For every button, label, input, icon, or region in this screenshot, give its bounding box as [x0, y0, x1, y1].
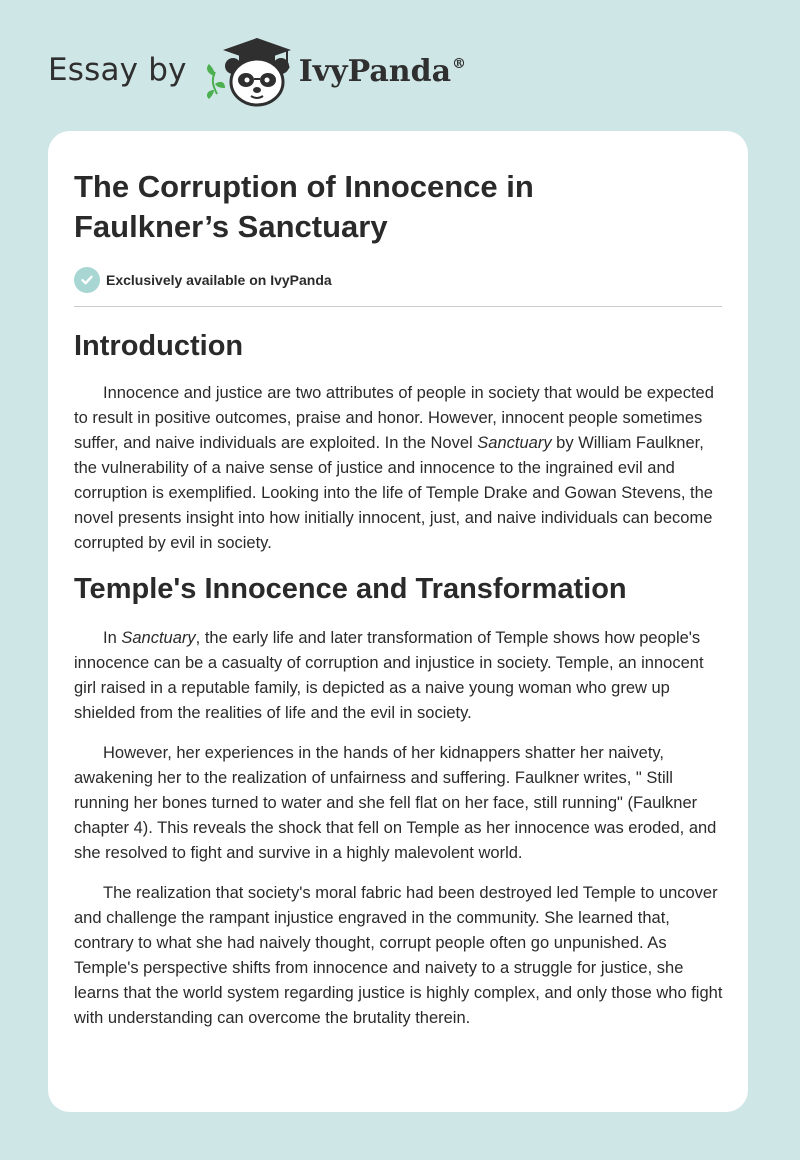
essay-card [48, 131, 748, 1112]
site-header [48, 36, 466, 108]
paragraph-text: In [103, 629, 122, 647]
exclusive-badge [74, 267, 722, 293]
paragraph-temple-3: The realization that society's moral fabric had been destroyed led Temple to uncover and challenge the rampant injustice engraved in the community. She learned that, contrary to what she had naively thought, corrupt people often go unpunished. As Temple's perspective shifts from innocence and naivety to a struggle for justice, she learns that the world system regarding justice is highly complex, and only those who fight with understanding can overcome the brutality therein. [74, 884, 723, 1027]
section-heading-introduction: Introduction [74, 330, 244, 362]
paragraph-text: Innocence and justice are two attributes of people in society that would be expected to result in positive outcomes, praise and honor. However, innocent people sometimes suffer, and naive individuals are exploited. In the Novel [74, 384, 714, 452]
paragraph-introduction [74, 381, 726, 556]
paragraph-temple-2: However, her experiences in the hands of her kidnappers shatter her naivety, awakening her to the realization of unfairness and suffering. Faulkner writes, " Still running her bones turned to water and she fell flat on her face, still running" (Faulkner chapter 4). This reveals the shock that fell on Temple as her innocence was eroded, and she resolved to fight and survive in a highly malevolent world. [74, 744, 717, 862]
paragraph-text: by William Faulkner, the vulnerability of a naive sense of justice and innocence to the ingrained evil and corruption is exemplified. Looking into the life of Temple Drake and Gowan Stevens, the novel presents insight into how initially innocent, just, and naive individuals can become corrupted by evil in society. [74, 434, 713, 552]
check-icon [74, 267, 100, 293]
brand-name[interactable] [299, 54, 466, 89]
essay-title: The Corruption of Innocence in Faulkner’s Sanctuary [74, 169, 534, 244]
essay-by-label: Essay by [48, 52, 187, 88]
panda-graduate-logo-icon[interactable] [203, 36, 295, 108]
paragraph-temple-1 [74, 626, 726, 726]
brand-text: IvyPanda [298, 53, 452, 89]
section-heading-temple: Temple's Innocence and Transformation [74, 573, 627, 605]
title-divider [74, 306, 722, 307]
novel-title-italic: Sanctuary [121, 629, 196, 647]
exclusive-badge-text: Exclusively available on IvyPanda [106, 272, 332, 288]
registered-mark: ® [452, 55, 467, 72]
paragraph-text: , the early life and later transformation of Temple shows how people's innocence can be a casualty of corruption and injustice in society. Temple, an innocent girl raised in a reputable family, is depicted as a naive young woman who grew up shielded from the realities of life and the evil in society. [74, 629, 704, 722]
novel-title-italic: Sanctuary [477, 434, 552, 452]
